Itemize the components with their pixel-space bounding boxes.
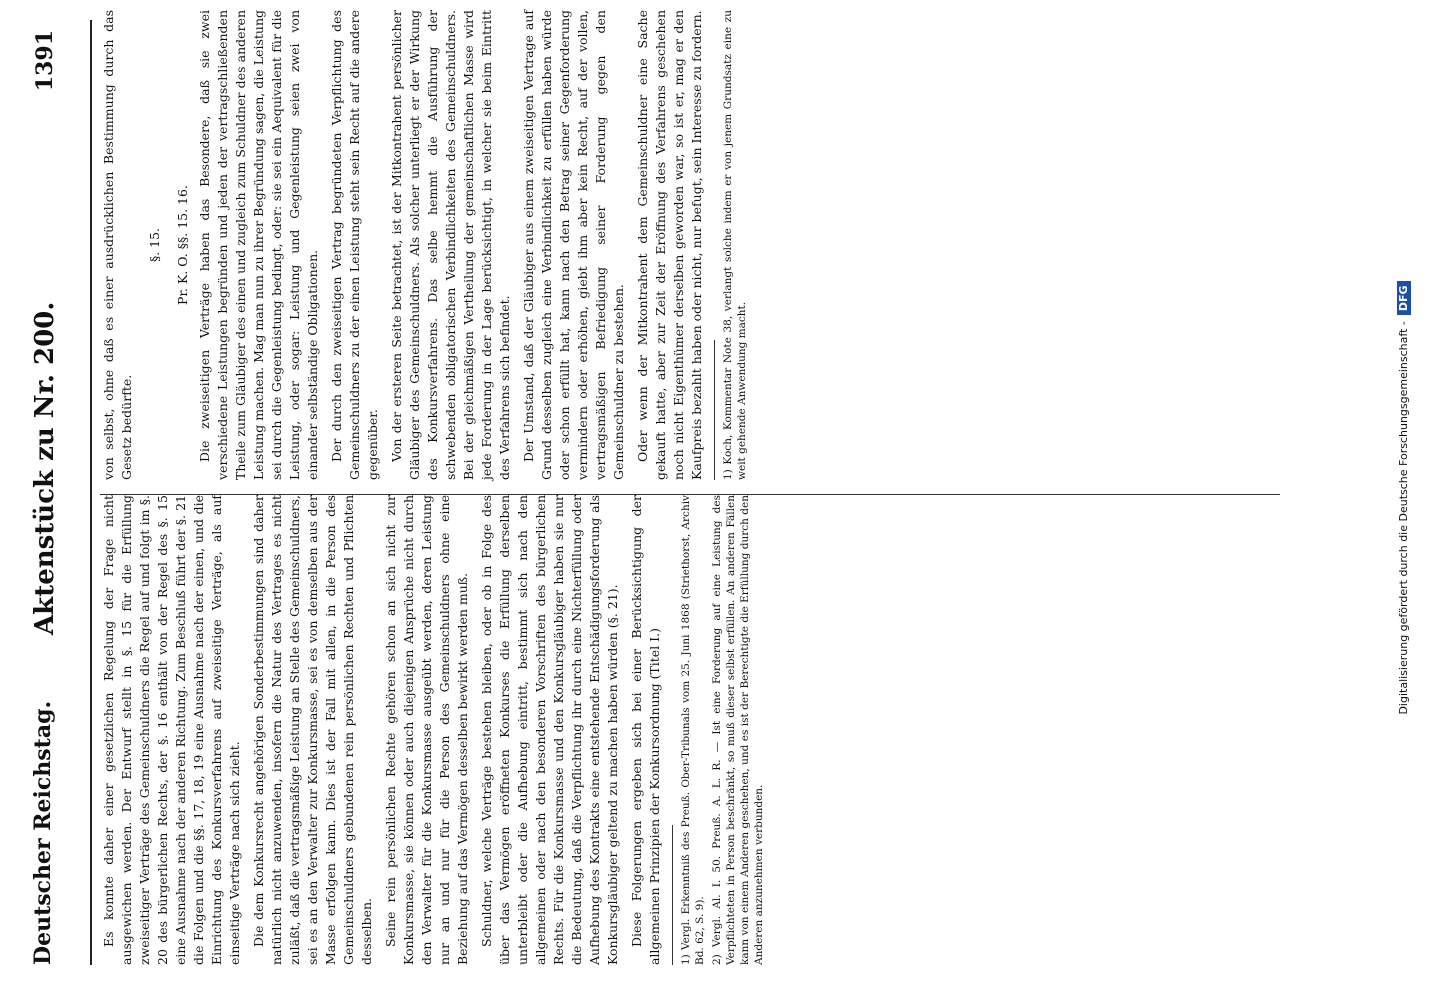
document-reference: Aktenstück zu Nr. 200.	[30, 301, 60, 635]
section-title: §. 15.	[147, 227, 162, 263]
paragraph: Diese Folgerungen ergeben sich bei einer Berücksichtigung der allgemeinen Prinzipien der Konkursordnung (Titel I.)	[629, 495, 662, 965]
dfg-logo: DFG	[1397, 281, 1411, 315]
left-column	[100, 495, 769, 965]
paragraph: Der Umstand, daß der Gläubiger aus einem zweiseitigen Vertrage auf Grund desselben zugleich eine Verbindlichkeit zu erfüllen haben würde oder schon erfüllt hat, kann nach den Betrag seiner Gegenforderung vermindern oder erhöhen, giebt ihm aber kein Recht, auf der vollen, vertragsmäßigen Befriedigung seiner Forderung gegen den Gemeinschuldner zu bestehen.	[521, 10, 626, 480]
column-divider	[100, 494, 1280, 495]
footnote: 1) Koch, Kommentar Note 38, verlangt solche indem er von jenem Grundsatz eine zu weit gehende Anwendung macht.	[722, 10, 748, 480]
footnote-rule	[672, 825, 673, 965]
paragraph: Die dem Konkursrecht angehörigen Sonderbestimmungen sind daher natürlich nicht anzuwenden, insofern die Natur des Vertrages es nicht zuläßt, daß die vertragsmäßige Leistung an Stelle des Gemeinschuldners, sei es an den Verwalter zur Konkursmasse, sei es von demselben aus der Masse erfolgen kann. Dies ist der Fall mit allen, in die Person des Gemeinschuldners gebundenen rein persönlichen Rechten und Pflichten desselben.	[251, 495, 374, 965]
credit-text: Digitalisierung gefördert durch die Deutsche Forschungsgemeinschaft -	[1397, 321, 1410, 715]
paragraph: Die zweiseitigen Verträge haben das Besondere, daß sie zwei verschiedene Leistungen begründen und jeden der vertragschließenden Theile zum Gläubiger des einen und zugleich zum Schuldner des anderen Leistung machen. Mag man nun zu ihrer Begründung sagen, die Leistung sei durch die Gegenleistung bedingt, oder: sie sei ein Aequivalent für die Leistung, oder sogar: Leistung und Gegenleistung seien zwei von einander selbständige Obligationen.	[197, 10, 320, 480]
section-reference: Pr. K. O. §§. 15. 16.	[175, 185, 190, 305]
page-header	[0, 20, 92, 965]
paragraph: Es konnte daher einer gesetzlichen Regelung der Frage nicht ausgewichen werden. Der Entwurf stellt in §. 15 für die Erfüllung zweiseitiger Verträge des Gemeinschuldners die Regel auf und folgt im §. 20 des bürgerlichen Rechts, der §. 16 enthält von der Regel des §. 15 eine Ausnahme nach der anderen Richtung. Zum Beschluß führt der §. 21 die Folgen und die §§. 17, 18, 19 eine Ausnahme nach der einen, und die Einrichtung des Konkursverfahrens auf zweiseitige Verträge, als auf einseitige Verträge nach sich zieht.	[101, 495, 242, 965]
footnote: 2) Vergl. Al. I. 50. Preuß. A. L. R. — Ist eine Forderung auf eine Leistung des Verpflichteten in Person beschränkt, so muß dieser selbst erfüllen. An anderen Fällen kann von einem Anderen geschehen, und es ist der Berechtigte die Erfüllung durch den Anderen anzunehmen verbunden.	[711, 495, 765, 965]
footnotes	[721, 10, 749, 480]
paragraph: Seine rein persönlichen Rechte gehören schon an sich nicht zur Konkursmasse, sie können oder auch diejenigen Ansprüche nicht durch den Verwalter für die Konkursmasse ausgeübt werden, deren Leistung nur an und nur für die Person des Gemeinschuldners ohne eine Beziehung auf das Vermögen desselben bewirkt werden muß.	[383, 495, 470, 965]
paragraph: von selbst, ohne daß es einer ausdrücklichen Bestimmung durch das Gesetz bedürfte.	[101, 10, 134, 480]
footnotes	[679, 495, 766, 965]
paragraph: Der durch den zweiseitigen Vertrag begründeten Verpflichtung des Gemeinschuldners zu der einen Leistung steht sein Recht auf die andere gegenüber.	[329, 10, 380, 480]
footnote-rule	[714, 340, 715, 480]
paragraph: Schuldner, welche Verträge bestehen bleiben, oder ob in Folge des über das Vermögen eröffneten Konkurses die Erfüllung derselben unterbleibt oder die Aufhebung eintritt, bestimmt sich nach den allgemeinen oder nach den besonderen Vorschriften des bürgerlichen Rechts. Für die Konkursmasse und den Konkursgläubiger haben sie nur die Bedeutung, daß die Verpflichtung ihr durch eine Nichterfüllung oder Aufhebung des Kontrakts eine entstehende Entschädigungsforderung als Konkursgläubiger geltend zu machen haben würden (§. 21).	[479, 495, 620, 965]
footnote: 1) Vergl. Erkenntniß des Preuß. Ober-Tribunals vom 25. Juni 1868 (Striethorst, Archiv Bd. 62, S. 9).	[680, 495, 706, 965]
paragraph: Oder wenn der Mitkontrahent dem Gemeinschuldner eine Sache gekauft hatte, aber zur Zeit der Eröffnung des Verfahrens geschehen noch nicht Eigenthümer derselben geworden war, so ist er, mag er den Kaufpreis bezahlt haben oder nicht, nur befugt, sein Interesse zu fordern.	[635, 10, 704, 480]
paragraph: Von der ersteren Seite betrachtet, ist der Mitkontrahent persönlicher Gläubiger des Gemeinschuldners. Als solcher unterliegt er der Wirkung des Konkursverfahrens. Das selbe hemmt die Ausführung der schwebenden obligatorischen Verbindlichkeiten des Gemeinschuldners. Bei der gleichmäßigen Vertheilung der gemeinschaftlichen Masse wird jede Forderung in der Lage berücksichtigt, in welcher sie beim Eintritt des Verfahrens sich befindet.	[389, 10, 512, 480]
page-number: 1391	[32, 30, 58, 92]
digitization-credit	[1384, 18, 1424, 978]
right-column	[100, 10, 752, 480]
publication-title: Deutscher Reichstag.	[30, 700, 56, 965]
